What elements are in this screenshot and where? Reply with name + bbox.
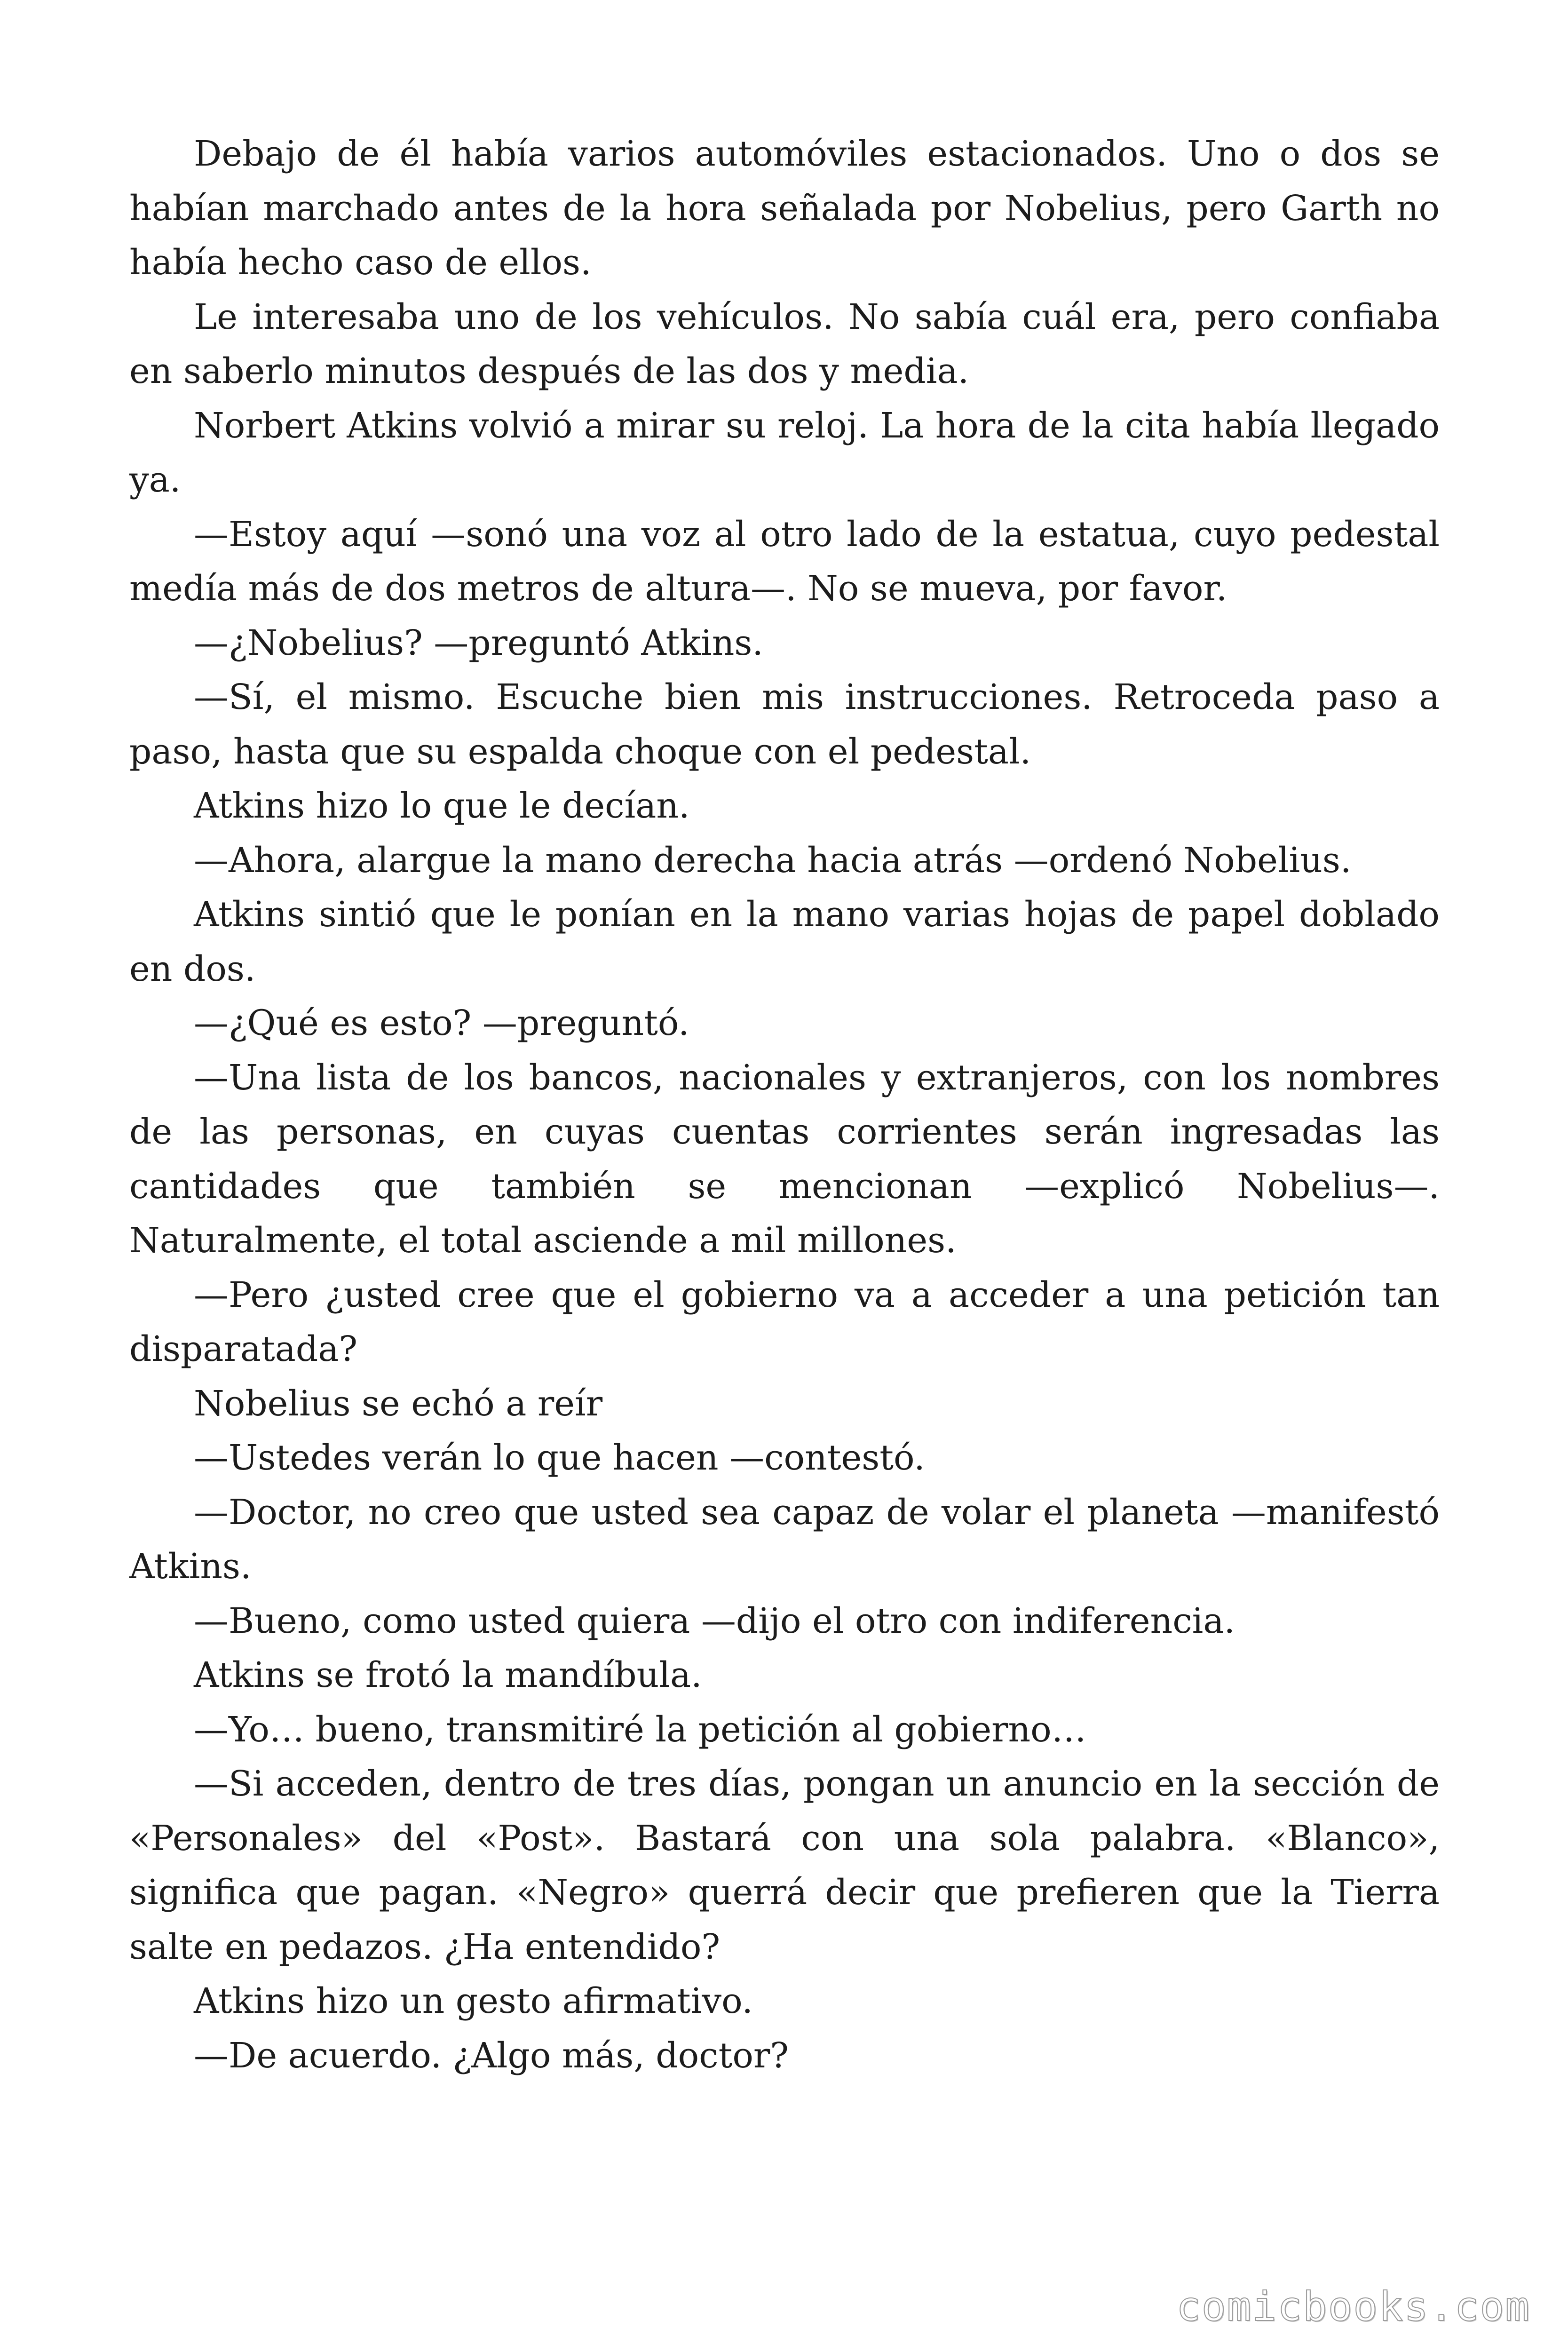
paragraph: Nobelius se echó a reír [194,1383,603,1424]
paragraph: —De acuerdo. ¿Algo más, doctor? [194,2035,789,2076]
paragraph: Atkins sintió que le ponían en la mano varias hojas de papel doblado en dos. [129,894,1440,989]
paragraph: —Pero ¿usted cree que el gobierno va a acceder a una petición tan disparatada? [129,1274,1440,1369]
paragraph: Norbert Atkins volvió a mirar su reloj. La hora de la cita había llegado ya. [129,405,1440,500]
paragraph: —¿Nobelius? —preguntó Atkins. [194,622,763,663]
paragraph: —Ustedes verán lo que hacen —contestó. [194,1438,925,1478]
paragraph: Atkins hizo lo que le decían. [194,786,690,826]
paragraph: Atkins hizo un gesto afirmativo. [194,1981,753,2021]
paragraph: —Estoy aquí —sonó una voz al otro lado de la estatua, cuyo pedestal medía más de dos metros de altura—. No se mueva, por favor. [129,514,1440,609]
paragraph: —¿Qué es esto? —preguntó. [194,1003,689,1043]
watermark: comicbooks.com [1176,2283,1530,2330]
paragraph: —Ahora, alargue la mano derecha hacia atrás —ordenó Nobelius. [194,840,1352,881]
paragraph: —Sí, el mismo. Escuche bien mis instrucciones. Retroceda paso a paso, hasta que su espalda choque con el pedestal. [129,677,1440,772]
paragraph: —Bueno, como usted quiera —dijo el otro con indiferencia. [194,1600,1235,1641]
paragraph: —Yo… bueno, transmitiré la petición al gobierno… [194,1709,1086,1750]
paragraph: —Doctor, no creo que usted sea capaz de volar el planeta —manifestó Atkins. [129,1492,1440,1587]
paragraph: —Una lista de los bancos, nacionales y extranjeros, con los nombres de las personas, en cuyas cuentas corrientes serán ingresadas las cantidades que también se mencionan —explicó Nobelius—. Naturalmente, el total asciende a mil millones. [129,1057,1440,1261]
paragraph: Le interesaba uno de los vehículos. No sabía cuál era, pero confiaba en saberlo minutos después de las dos y media. [129,296,1440,391]
paragraph: Debajo de él había varios automóviles estacionados. Uno o dos se habían marchado antes de la hora señalada por Nobelius, pero Garth no había hecho caso de ellos. [129,134,1440,283]
paragraph: —Si acceden, dentro de tres días, pongan un anuncio en la sección de «Personales» del «Post». Bastará con una sola palabra. «Blanco», significa que pagan. «Negro» querrá decir que prefieren que la Tierra salte en pedazos. ¿Ha entendido? [129,1764,1440,1967]
body-text [129,127,1440,2083]
paragraph: Atkins se frotó la mandíbula. [194,1655,702,1695]
